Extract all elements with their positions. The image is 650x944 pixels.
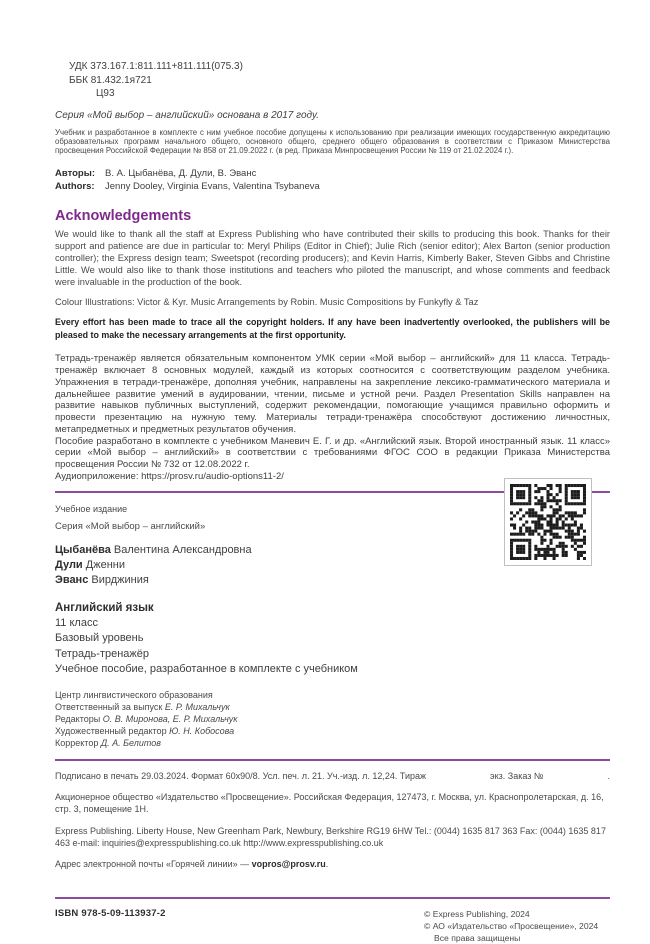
- book-author-surname: Дули: [55, 558, 83, 571]
- authors-ru-label: Авторы:: [55, 168, 95, 180]
- footer-row: [55, 908, 610, 944]
- edition-series: Серия «Мой выбор – английский»: [55, 520, 206, 532]
- divider-bottom: [55, 897, 610, 899]
- book-type: Тетрадь-тренажёр: [55, 647, 149, 660]
- series-founded-note: Серия «Мой выбор – английский» основана в 2017 году.: [55, 109, 320, 121]
- annotation-paragraph-1: Тетрадь-тренажёр является обязательным компонентом УМК серии «Мой выбор – английский» для 11 класса. Тетрадь-тренажёр включает 8 основных модулей, каждый из которых соотносится с соответствующим разделом учебника. Упражнения в тетради-тренажёре, дополняя учебник, направлены на закрепление лексико-грамматического материала и дальнейшее развитие умений в аудировании, чтении, письме и устной речи. Раздел Presentation Skills направлен на развитие навыков публичных выступлений, содержит рекомендации, помогающие учащимся правильно оформить и провести презентацию на нужную тему. Материалы тетради-тренажёра способствуют достижению личностных, метапредметных и предметных результатов обучения.: [55, 353, 610, 435]
- copyright-line: © АО «Издательство «Просвещение», 2024: [424, 920, 599, 931]
- print-run-line: [55, 771, 610, 781]
- staff-row: [55, 725, 610, 737]
- staff-row: [55, 701, 610, 713]
- publisher-ru-paragraph: Акционерное общество «Издательство «Просвещение». Российская Федерация, 127473, г. Москва, ул. Краснопролетарская, д. 16, стр. 3, помещение 1Н.: [55, 791, 604, 814]
- staff-row: [55, 713, 610, 725]
- authors-block: [55, 167, 610, 193]
- book-author-name: Валентина Александровна: [113, 543, 252, 556]
- authors-ru-names: В. А. Цыбанёва, Д. Дули, В. Эванс: [105, 168, 257, 180]
- staff-names: Д. А. Белитов: [100, 737, 161, 748]
- hotline-email[interactable]: vopros@prosv.ru: [251, 858, 326, 869]
- copyright-notice: Every effort has been made to trace all the copyright holders. If any have been inadvertently overlooked, the publishers will be pleased to make the necessary arrangements at the first opportunity.: [55, 317, 610, 340]
- copyright-block: [424, 908, 610, 944]
- acknowledgements-body: We would like to thank all the staff at Express Publishing who have contributed their skills to producing this book. Thanks for their support and patience are due in particular to: Meryl Philips (Editor in Chief); Julie Rich (senior editor); Alex Barton (senior production controller); the Express design team; Sweetspot (recording producers); and Kevin Harris, Kimberly Baker, Steven Gibbs and Christine Little. We would also like to thank those institutions and teachers who piloted the manuscript, and whose comments and feedback were invaluable in the production of the book.: [55, 229, 610, 288]
- copyright-line: Все права защищены: [434, 932, 521, 943]
- authors-en-row: [55, 180, 610, 193]
- book-author-surname: Цыбанёва: [55, 543, 111, 556]
- print-run-segment-3: .: [607, 770, 610, 781]
- staff-names: Е. Р. Михальчук: [164, 701, 230, 712]
- udk-line: УДК 373.167.1:811.111+811.111(075.3): [69, 61, 243, 72]
- staff-role: Художественный редактор: [55, 725, 170, 736]
- staff-role: Корректор: [55, 737, 101, 748]
- book-title: Английский язык: [55, 601, 154, 614]
- print-run-segment-2: экз. Заказ №: [490, 770, 544, 781]
- staff-names: Ю. Н. Кобосова: [169, 725, 235, 736]
- hotline-line: [55, 859, 610, 869]
- authors-en-label: Authors:: [55, 181, 95, 193]
- annotation-block: [55, 353, 610, 483]
- hotline-prefix: Адрес электронной почты «Горячей линии» —: [55, 858, 252, 869]
- book-author-surname: Эванс: [55, 573, 89, 586]
- book-info-lines: [55, 616, 610, 678]
- bbk-line: ББК 81.432.1я721: [69, 74, 152, 86]
- edition-label: Учебное издание: [55, 503, 128, 514]
- acknowledgements-heading: Acknowledgements: [55, 208, 192, 225]
- staff-block: [55, 689, 610, 749]
- staff-names: О. В. Миронова, Е. Р. Михальчук: [102, 713, 238, 724]
- qr-code-image: [510, 484, 586, 560]
- print-run-segment-1: Подписано в печать 29.03.2024. Формат 60х90/8. Усл. печ. л. 21. Уч.-изд. л. 12,24. Тираж: [55, 770, 427, 781]
- book-author-name: Дженни: [85, 558, 125, 571]
- book-author-row: [55, 573, 610, 588]
- book-grade: 11 класс: [55, 616, 98, 629]
- author-sign-code: Ц93: [96, 88, 115, 99]
- annotation-paragraph-2: Пособие разработано в комплекте с учебником Маневич Е. Г. и др. «Английский язык. Второй иностранный язык. 11 класс» серии «Мой выбор – английский» в соответствии с требованиями ФГОС СОО в редакции Приказа Министерства просвещения России № 732 от 12.08.2022 г.: [55, 435, 610, 471]
- staff-role: Редакторы: [55, 713, 103, 724]
- isbn: ISBN 978-5-09-113937-2: [55, 907, 166, 919]
- book-subtitle: Учебное пособие, разработанное в комплекте с учебником: [55, 663, 358, 676]
- staff-role: Ответственный за выпуск: [55, 701, 165, 712]
- audio-app-link[interactable]: https://prosv.ru/audio-options11-2/: [141, 471, 284, 483]
- book-author-name: Вирджиния: [91, 573, 149, 586]
- hotline-suffix: .: [325, 858, 329, 869]
- publisher-en-paragraph: Express Publishing. Liberty House, New Greenham Park, Newbury, Berkshire RG19 6HW Tel.: (0044) 1635 817 363 Fax: (0044) 1635 817 463 e-mail: inquiries@expresspublishing.co.uk http://www.expresspublishing.co.uk: [55, 825, 606, 848]
- audio-app-label: Аудиоприложение:: [55, 471, 142, 483]
- copyright-line: © Express Publishing, 2024: [424, 908, 530, 919]
- book-level: Базовый уровень: [55, 632, 144, 645]
- linguistic-center-line: Центр лингвистического образования: [55, 689, 213, 700]
- authors-ru-row: [55, 167, 610, 180]
- illustration-credits: Colour Illustrations: Victor & Kyr. Music Arrangements by Robin. Music Compositions by Funkyfly & Taz: [55, 297, 479, 308]
- approval-paragraph: Учебник и разработанное в комплекте с ним учебное пособие допущены к использованию при реализации имеющих государственную аккредитацию образовательных программ начального общего, основного общего, среднего общего образования в соответствии с Приказом Министерства просвещения Российской Федерации № 858 от 21.09.2022 г. (в ред. Приказа Минпросвещения России № 119 от 21.02.2024 г.).: [55, 127, 610, 155]
- divider-middle: [55, 759, 610, 761]
- qr-code: [504, 478, 592, 566]
- bibliographic-codes: [69, 60, 610, 101]
- authors-en-names: Jenny Dooley, Virginia Evans, Valentina Tsybaneva: [105, 181, 320, 193]
- staff-row: [55, 737, 610, 749]
